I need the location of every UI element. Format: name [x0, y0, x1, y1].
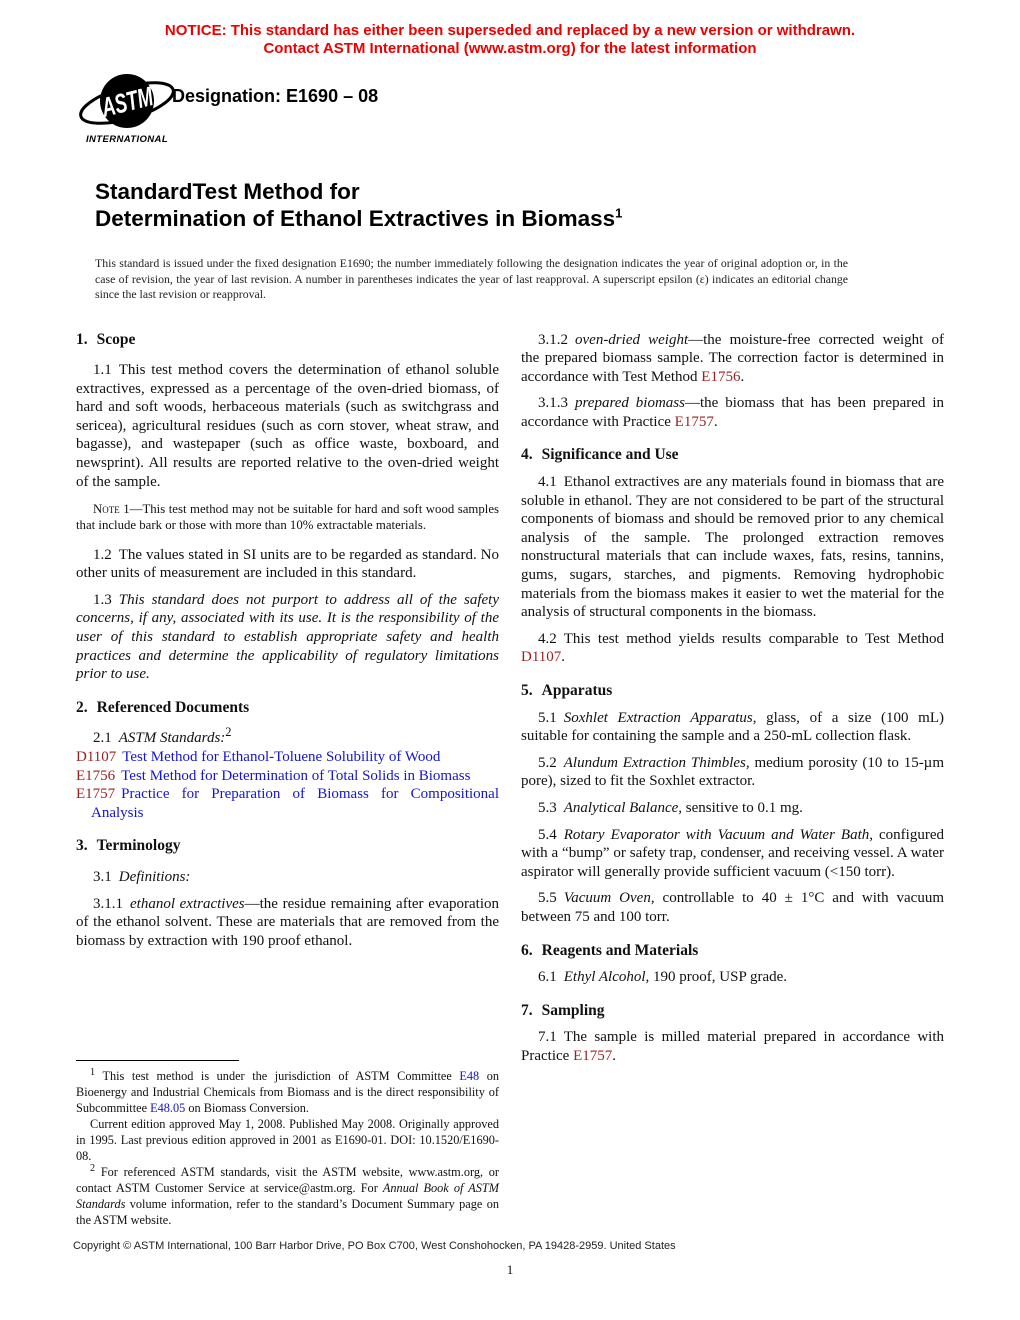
clause-text: .	[561, 649, 566, 666]
clause-text: —the moisture-free corrected weight of the prepared biomass sample. The correction factor is determined in accordance with Test Method	[521, 331, 944, 385]
note-1	[76, 501, 499, 533]
clause-number: 7.1	[538, 1029, 557, 1046]
section-label: Significance and Use	[541, 446, 679, 464]
clause-number: 2.1	[93, 730, 112, 747]
logo-international-label: INTERNATIONAL	[85, 134, 169, 145]
section-heading-apparatus	[521, 682, 944, 701]
paragraph-4-2	[521, 630, 944, 667]
reagent-name: Ethyl Alcohol,	[563, 969, 650, 986]
clause-text: —the biomass that has been prepared in accordance with Practice	[521, 395, 944, 430]
designation-label: Designation:	[172, 86, 282, 106]
clause-number: 3.1	[93, 868, 112, 885]
clause-number: 1.3	[93, 591, 112, 608]
paragraph-2-1	[76, 725, 499, 748]
issuance-note: This standard is issued under the fixed designation E1690; the number immediately following the designation indicates the year of original adoption or, in the case of revision, the year of last revision. A number in parentheses indicates the year of last reapproval. A superscript epsilon (ε) indicates an editorial change since the last revision or reapproval.	[95, 256, 848, 301]
clause-number: 5.2	[538, 754, 557, 771]
section-label: Scope	[96, 330, 136, 348]
standard-link-d1107[interactable]: D1107	[521, 649, 562, 666]
subcommittee-link-e48-05[interactable]: E48.05	[150, 1101, 186, 1116]
section-number: 5.	[521, 682, 533, 699]
section-number: 1.	[76, 330, 88, 348]
title-footnote-marker: 1	[615, 205, 623, 221]
title-line-2	[95, 205, 850, 232]
section-label: Referenced Documents	[96, 698, 250, 716]
footnote-text: This test method is under the jurisdiction of ASTM Committee	[95, 1069, 460, 1084]
paragraph-5-1	[521, 709, 944, 746]
footnote-text: on Biomass Conversion.	[185, 1101, 309, 1116]
paragraph-5-3	[521, 799, 944, 818]
footnote-1	[76, 1069, 499, 1117]
clause-text: This standard does not purport to address all of the safety concerns, if any, associated with its use. It is the responsibility of the user of this standard to establish appropriate safety and health practices and determine the applicability of regulatory limitations prior to use.	[76, 591, 499, 683]
astm-globe-icon	[77, 70, 177, 134]
title-text: Determination of Ethanol Extractives in Biomass	[95, 206, 616, 231]
clause-number: 1.2	[93, 546, 112, 563]
apparatus-name: Alundum Extraction Thimbles,	[563, 754, 750, 771]
paragraph-4-1	[521, 473, 944, 622]
paragraph-3-1	[76, 868, 499, 887]
paragraph-1-3	[76, 591, 499, 684]
footnote-1-edition: Current edition approved May 1, 2008. Published May 2008. Originally approved in 1995. Last previous edition approved in 2001 as E1690-01. DOI: 10.1520/E1690-08.	[76, 1117, 499, 1163]
footnote-separator	[76, 1060, 239, 1061]
notice-line-2: Contact ASTM International (www.astm.org) for the latest information	[263, 40, 757, 57]
paragraph-3-1-3	[521, 394, 944, 431]
section-number: 6.	[521, 941, 533, 959]
section-number: 3.	[76, 837, 88, 855]
standard-title-link[interactable]: Practice for Preparation of Biomass for Compositional Analysis	[91, 786, 499, 821]
footnote-marker: 2	[225, 725, 232, 740]
section-number: 7.	[521, 1001, 533, 1019]
section-number: 2.	[76, 698, 88, 716]
clause-text: The values stated in SI units are to be regarded as standard. No other units of measurement are included in this standard.	[76, 546, 499, 582]
paragraph-3-1-2	[521, 331, 944, 387]
section-heading-terminology	[76, 837, 499, 856]
paragraph-6-1	[521, 968, 944, 987]
footnote-marker: 1	[90, 1067, 96, 1079]
footnote-text: For referenced ASTM standards, visit the ASTM website, www.astm.org, or contact ASTM Customer Service at service@astm.org. For	[76, 1164, 499, 1195]
committee-link-e48[interactable]: E48	[459, 1069, 480, 1084]
superseded-notice	[0, 0, 1020, 58]
reference-item-d1107	[76, 748, 499, 767]
clause-number: 3.1.3	[538, 395, 568, 412]
note-label: Note 1	[93, 502, 130, 517]
paragraph-7-1	[521, 1028, 944, 1065]
clause-text: configured with a “bump” or safety trap, condenser, and receiving vessel. A water aspirator will generally provide sufficient vacuum (<150 torr).	[521, 826, 944, 880]
standard-link-d1107[interactable]: D1107	[76, 749, 117, 765]
apparatus-name: Rotary Evaporator with Vacuum and Water Bath,	[563, 826, 873, 843]
clause-number: 3.1.1	[93, 895, 123, 912]
paragraph-1-2	[76, 546, 499, 583]
apparatus-name: Analytical Balance,	[563, 799, 683, 816]
standard-link-e1756[interactable]: E1756	[701, 368, 741, 385]
clause-text: ASTM Standards:	[118, 730, 226, 747]
clause-number: 4.1	[538, 474, 557, 491]
clause-number: 5.4	[538, 826, 557, 843]
clause-text: glass, of a size (100 mL) suitable for containing the sample and a 250-mL collection flask.	[521, 709, 944, 745]
clause-number: 4.2	[538, 630, 557, 647]
footnote-marker: 2	[90, 1162, 96, 1174]
section-heading-scope	[76, 331, 499, 350]
referenced-standards-list	[76, 748, 499, 822]
standard-link-e1757[interactable]: E1757	[76, 786, 116, 803]
clause-number: 6.1	[538, 969, 557, 986]
section-label: Sampling	[541, 1001, 605, 1019]
clause-text: controllable to 40 ± 1°C and with vacuum between 75 and 100 torr.	[521, 890, 944, 925]
clause-text: .	[740, 368, 745, 385]
paragraph-1-1	[76, 361, 499, 491]
copyright-footer: Copyright © ASTM International, 100 Barr Harbor Drive, PO Box C700, West Conshohocken, PA 19428-2959. United States	[73, 1240, 676, 1252]
footnotes-block	[76, 1060, 499, 1228]
standard-link-e1757[interactable]: E1757	[573, 1047, 613, 1064]
footnote-text: on Bioenergy and Industrial Chemicals from Biomass and is the direct responsibility of Subcommittee	[76, 1069, 499, 1116]
clause-text: Definitions:	[118, 868, 191, 885]
page-number: 1	[506, 1262, 514, 1277]
apparatus-name: Soxhlet Extraction Apparatus,	[563, 709, 757, 726]
standard-title-link[interactable]: Test Method for Determination of Total Solids in Biomass	[121, 767, 471, 784]
apparatus-name: Vacuum Oven,	[563, 890, 655, 907]
astm-logo	[75, 70, 179, 145]
reference-item-e1757	[76, 785, 499, 822]
clause-number: 3.1.2	[538, 331, 568, 348]
clause-text: .	[713, 413, 718, 430]
section-heading-sampling	[521, 1002, 944, 1021]
publication-title: Annual Book of ASTM Standards	[76, 1180, 500, 1211]
paragraph-5-4	[521, 826, 944, 882]
standard-link-e1756[interactable]: E1756	[76, 767, 116, 784]
standard-title-link[interactable]: Test Method for Ethanol-Toluene Solubility of Wood	[122, 749, 441, 765]
clause-text: The sample is milled material prepared in accordance with Practice	[521, 1029, 944, 1064]
defined-term: oven-dried weight	[575, 331, 689, 348]
left-column	[76, 331, 499, 1229]
section-label: Terminology	[96, 837, 181, 855]
title-line-1: StandardTest Method for	[95, 179, 360, 204]
paragraph-3-1-1	[76, 895, 499, 951]
designation-line	[172, 86, 378, 107]
section-number: 4.	[521, 446, 533, 464]
section-label: Apparatus	[541, 682, 613, 699]
two-column-body	[76, 331, 944, 1229]
clause-text: sensitive to 0.1 mg.	[682, 799, 803, 816]
svg-text:ASTM: ASTM	[98, 75, 177, 123]
clause-text: 190 proof, USP grade.	[649, 969, 788, 986]
notice-line-1: NOTICE: This standard has either been superseded and replaced by a new version or withdrawn.	[164, 22, 856, 39]
section-label: Reagents and Materials	[541, 941, 699, 959]
section-heading-reagents	[521, 942, 944, 961]
footnote-2	[76, 1162, 500, 1229]
paragraph-5-5	[521, 889, 944, 926]
clause-text: Ethanol extractives are any materials found in biomass that are soluble in ethanol. They are not considered to be part of the structural components of biomass and should be removed prior to any chemical analysis of the sample. The prolonged extraction removes nonstructural materials that can include waxes, fats, resins, tannins, gums, sugars, starches, and pigments. Removing hydrophobic materials from the biomass makes it easier to wet the material for the analysis of structural components in the biomass.	[521, 474, 944, 621]
clause-text: This test method yields results comparable to Test Method	[563, 630, 944, 647]
note-text: —This test method may not be suitable for hard and soft wood samples that include bark or those with more than 10% extractable materials.	[76, 502, 499, 533]
section-heading-significance	[521, 446, 944, 465]
clause-number: 1.1	[93, 362, 112, 379]
page-title	[95, 178, 850, 232]
document-header	[75, 70, 945, 152]
defined-term: ethanol extractives	[130, 895, 245, 912]
clause-text: .	[612, 1047, 616, 1064]
right-column	[521, 331, 944, 1229]
standard-link-e1757[interactable]: E1757	[674, 413, 714, 430]
footnote-text: volume information, refer to the standard’s Document Summary page on the ASTM website.	[76, 1196, 499, 1227]
designation-code: E1690 – 08	[286, 86, 379, 106]
clause-number: 5.5	[538, 890, 557, 907]
clause-text: medium porosity (10 to 15-µm pore), sized to fit the Soxhlet extractor.	[521, 754, 944, 790]
paragraph-5-2	[521, 754, 944, 791]
section-heading-referenced-documents	[76, 699, 499, 718]
clause-text: —the residue remaining after evaporation of the ethanol solvent. These are materials that are removed from the biomass by extraction with 190 proof ethanol.	[76, 895, 499, 949]
clause-number: 5.1	[538, 709, 557, 726]
clause-number: 5.3	[538, 799, 557, 816]
defined-term: prepared biomass	[575, 395, 685, 412]
reference-item-e1756	[76, 767, 499, 786]
clause-text: This test method covers the determination of ethanol soluble extractives, expressed as a percentage of the oven-dried biomass, of hard and soft woods, herbaceous materials (such as switchgrass and sericea), agricultural residues (such as corn stover, wheat straw, and bagasse), and wastepaper (such as office waste, boxboard, and newsprint). All results are reported relative to the oven-dried weight of the sample.	[76, 362, 499, 490]
